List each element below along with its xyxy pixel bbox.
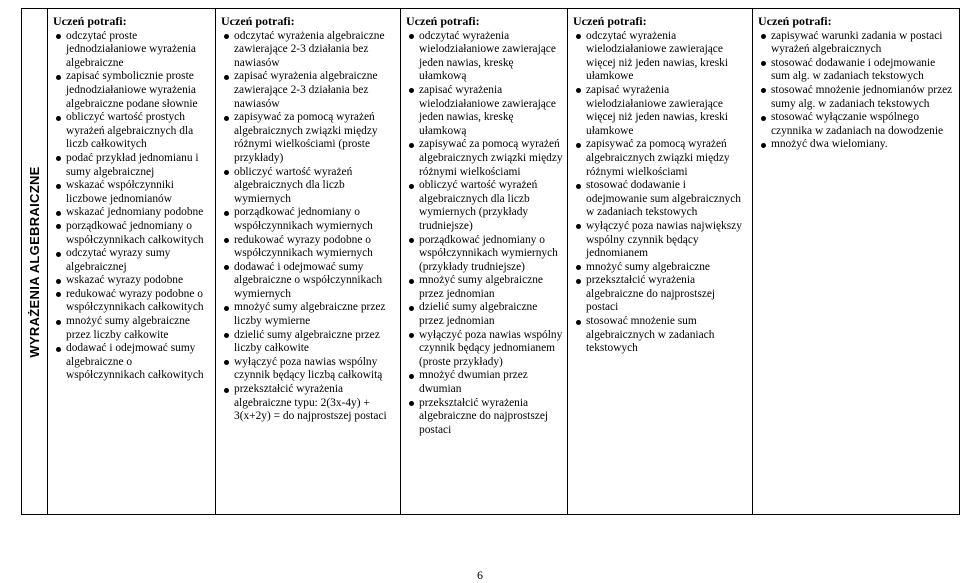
list-item: stosować mnożenie sum algebraicznych w zadaniach tekstowych bbox=[573, 315, 748, 356]
list-item: zapisywać za pomocą wyrażeń algebraicznych związki między różnymi wielkościami bbox=[406, 138, 563, 179]
list-item: dzielić sumy algebraiczne przez liczby całkowite bbox=[221, 329, 396, 356]
column-heading: Uczeń potrafi: bbox=[406, 14, 480, 28]
list-item: stosować dodawanie i odejmowanie sum alg. w zadaniach tekstowych bbox=[758, 57, 955, 84]
list-item: zapisać wyrażenia wielodziałaniowe zawierające więcej niż jeden nawias, kreski ułamkowe bbox=[573, 84, 748, 138]
list-item: przekształcić wyrażenia algebraiczne do najprostszej postaci bbox=[406, 397, 563, 438]
list-item: wskazać współczynniki liczbowe jednomianów bbox=[53, 179, 211, 206]
list-item: przekształcić wyrażenia algebraiczne do najprostszej postaci bbox=[573, 274, 748, 315]
column-heading: Uczeń potrafi: bbox=[221, 14, 295, 28]
list-item: stosować dodawanie i odejmowanie sum algebraicznych w zadaniach tekstowych bbox=[573, 179, 748, 220]
list-item: dzielić sumy algebraiczne przez jednomian bbox=[406, 301, 563, 328]
section-title-cell bbox=[22, 9, 48, 515]
list-item: zapisać wyrażenia algebraiczne zawierające 2-3 działania bez nawiasów bbox=[221, 70, 396, 111]
list-item: odczytać wyrażenia wielodziałaniowe zawierające więcej niż jeden nawias, kreski ułamkowe bbox=[573, 30, 748, 84]
list-item: zapisywać za pomocą wyrażeń algebraicznych związki między różnymi wielkościami bbox=[573, 138, 748, 179]
page-number: 6 bbox=[477, 568, 483, 582]
requirements-list bbox=[53, 30, 211, 383]
list-item: obliczyć wartość wyrażeń algebraicznych dla liczb wymiernych bbox=[221, 166, 396, 207]
column-heading: Uczeń potrafi: bbox=[53, 14, 127, 28]
list-item: porządkować jednomiany o współczynnikach wymiernych bbox=[221, 206, 396, 233]
list-item: zapisać symbolicznie proste jednodziałaniowe wyrażenia algebraiczne podane słownie bbox=[53, 70, 211, 111]
list-item: wyłączyć poza nawias wspólny czynnik będący jednomianem (proste przykłady) bbox=[406, 329, 563, 370]
requirements-column bbox=[48, 9, 216, 515]
list-item: porządkować jednomiany o współczynnikach wymiernych (przykłady trudniejsze) bbox=[406, 234, 563, 275]
list-item: wyłączyć poza nawias największy wspólny czynnik będący jednomianem bbox=[573, 220, 748, 261]
table-row bbox=[22, 9, 960, 515]
list-item: mnożyć sumy algebraiczne przez liczby całkowite bbox=[53, 315, 211, 342]
list-item: mnożyć sumy algebraiczne przez liczby wymierne bbox=[221, 301, 396, 328]
requirements-column bbox=[401, 9, 568, 515]
list-item: redukować wyrazy podobne o współczynnikach całkowitych bbox=[53, 288, 211, 315]
list-item: wskazać wyrazy podobne bbox=[53, 274, 211, 288]
list-item: odczytać proste jednodziałaniowe wyrażenia algebraiczne bbox=[53, 30, 211, 71]
column-heading: Uczeń potrafi: bbox=[758, 14, 832, 28]
list-item: redukować wyrazy podobne o współczynnikach wymiernych bbox=[221, 234, 396, 261]
list-item: obliczyć wartość prostych wyrażeń algebraicznych dla liczb całkowitych bbox=[53, 111, 211, 152]
list-item: odczytać wyrazy sumy algebraicznej bbox=[53, 247, 211, 274]
requirements-column bbox=[216, 9, 401, 515]
requirements-list bbox=[406, 30, 563, 438]
list-item: wskazać jednomiany podobne bbox=[53, 206, 211, 220]
list-item: podać przykład jednomianu i sumy algebraicznej bbox=[53, 152, 211, 179]
list-item: stosować wyłączanie wspólnego czynnika w zadaniach na dowodzenie bbox=[758, 111, 955, 138]
list-item: mnożyć sumy algebraiczne przez jednomian bbox=[406, 274, 563, 301]
list-item: zapisywać warunki zadania w postaci wyrażeń algebraicznych bbox=[758, 30, 955, 57]
list-item: dodawać i odejmować sumy algebraiczne o współczynnikach całkowitych bbox=[53, 342, 211, 383]
requirements-column bbox=[753, 9, 960, 515]
requirements-table bbox=[21, 8, 960, 515]
list-item: wyłączyć poza nawias wspólny czynnik będący liczbą całkowitą bbox=[221, 356, 396, 383]
requirements-column bbox=[568, 9, 753, 515]
section-title: WYRAŻENIA ALGEBRAICZNE bbox=[26, 165, 42, 358]
list-item: odczytać wyrażenia algebraiczne zawierające 2-3 działania bez nawiasów bbox=[221, 30, 396, 71]
list-item: obliczyć wartość wyrażeń algebraicznych dla liczb wymiernych (przykłady trudniejsze) bbox=[406, 179, 563, 233]
requirements-list bbox=[221, 30, 396, 424]
list-item: przekształcić wyrażenia algebraiczne typu: 2(3x-4y) + 3(x+2y) = do najprostszej postaci bbox=[221, 383, 396, 424]
column-heading: Uczeń potrafi: bbox=[573, 14, 647, 28]
requirements-list bbox=[573, 30, 748, 356]
list-item: dodawać i odejmować sumy algebraiczne o współczynnikach wymiernych bbox=[221, 261, 396, 302]
list-item: porządkować jednomiany o współczynnikach całkowitych bbox=[53, 220, 211, 247]
list-item: mnożyć sumy algebraiczne bbox=[573, 261, 748, 275]
list-item: zapisać wyrażenia wielodziałaniowe zawierające jeden nawias, kreskę ułamkową bbox=[406, 84, 563, 138]
requirements-list bbox=[758, 30, 955, 152]
list-item: zapisywać za pomocą wyrażeń algebraicznych związki między różnymi wielkościami (proste przykłady) bbox=[221, 111, 396, 165]
list-item: mnożyć dwa wielomiany. bbox=[758, 138, 955, 152]
list-item: odczytać wyrażenia wielodziałaniowe zawierające jeden nawias, kreskę ułamkową bbox=[406, 30, 563, 84]
list-item: stosować mnożenie jednomianów przez sumy alg. w zadaniach tekstowych bbox=[758, 84, 955, 111]
list-item: mnożyć dwumian przez dwumian bbox=[406, 369, 563, 396]
